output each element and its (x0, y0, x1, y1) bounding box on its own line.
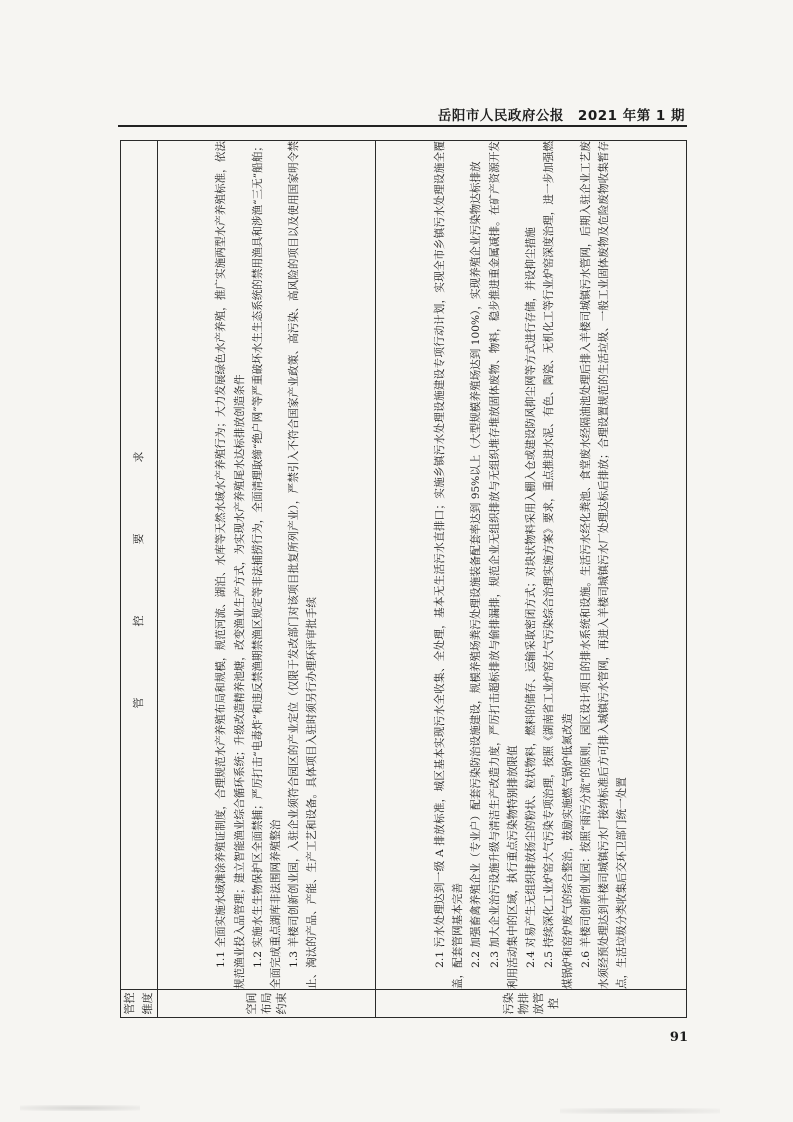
requirement-item: 2.6 羊楼司创新创业园：按照“雨污分流”的原则，园区设计项目的排水系统和设施。生活污水经化粪池、食堂废水经隔油池处理后排入羊楼司城镇污水管网，后期入驻企业工艺废水须经预处理达到羊楼司城镇污水厂接纳标准后方可排入城镇污水管网，再进入羊楼司城镇污水厂处理达标后排放；合理设置规范的生活垃圾、一般工业固体废物及危险废物收集暂存点，生活垃圾分类收集后交环卫部门统一处置 (579, 141, 629, 989)
table-row (158, 141, 376, 1018)
page-number: 91 (669, 1030, 688, 1045)
rotated-table-container (120, 140, 687, 1018)
dimension-cell: 空间布局约束 (158, 990, 376, 1018)
scan-smudge (20, 1105, 140, 1111)
requirement-item: 1.2 实施水生生物保护区全面禁捕；严厉打击“电毒炸”和违反禁渔期禁渔区规定等非法捕捞行为，全面清理取缔“绝户网”等严重破坏水生生态系统的禁用渔具和涉渔“三无”船舶；全面完成重点湖库非法围网养殖整治 (251, 141, 282, 989)
requirement-item: 2.5 持续深化工业炉窑大气污染专项治理，按照《湖南省工业炉窑大气污染综合治理实施方案》要求，重点推进水泥、有色、陶瓷、无机化工等行业炉窑深度治理，进一步加强燃煤锅炉和窑炉废气的综合整治，鼓励实施燃气锅炉低氮改造 (543, 141, 574, 989)
regulation-table-frame (120, 140, 687, 1018)
header-divider (118, 125, 687, 127)
bulletin-header-title: 岳阳市人民政府公报 2021 年第 1 期 (437, 108, 685, 124)
table-header-row (121, 141, 158, 1018)
requirement-item: 2.2 加强畜禽养殖企业（专业户）配套污染防治设施建设，规模养殖场粪污处理设施装备配套率达到 95%以上（大型规模养殖场达到 100%），实现养殖企业污染物达标排放 (470, 161, 483, 968)
scan-smudge (560, 1108, 720, 1114)
requirement-item: 1.3 羊楼司创新创业园，入驻企业须符合园区的产业定位（仅限于发改部门对该项目批复所列产业），严禁引入不符合国家产业政策、高污染、高风险的项目以及使用国家明令禁止、淘汰的产品、产能、生产工艺和设备。具体项目入驻时须另行办理环评审批手续 (288, 141, 319, 989)
table-row (376, 141, 687, 1018)
requirement-column-header: 管 控 要 求 (121, 141, 158, 990)
control-requirements-table (120, 140, 687, 1018)
requirement-item: 1.1 全面实施水域滩涂养殖证制度，合理规范水产养殖布局和规模，规范河流、湖泊、水库等天然水域水产养殖行为；大力发展绿色水产养殖，推广实施两型水产养殖标准，依法规范渔业投入品管理；建立智能渔业综合循环系统；升级改造精养池塘，改变渔业生产方式，为实现水产养殖尾水达标排放创造条件 (215, 141, 246, 989)
requirement-cell (376, 141, 687, 990)
dimension-cell: 污染物排放管控 (376, 990, 687, 1018)
requirement-item: 2.3 加大企业治污设施升级与清洁生产改造力度，严厉打击超标排放与偷排漏排，规范企业无组织排放与无组织堆存堆放固体废物、物料，稳步推进重金属减排。在矿产资源开发利用活动集中的区域，执行重点污染物特别排放限值 (488, 141, 519, 989)
dimension-column-header: 管控维度 (121, 990, 158, 1018)
requirement-cell (158, 141, 376, 990)
requirement-item: 2.4 对易产生无组织排放扬尘的粉状、粒状物料，燃料的储存、运输采取密闭方式；对块状物料采用入棚入仓或建设防风抑尘网等方式进行存储，并设抑尘措施 (525, 227, 538, 968)
requirement-item: 2.1 污水处理达到一级 A 排放标准，城区基本实现污水全收集、全处理，基本无生活污水直排口；实施乡镇污水处理设施建设专项行动计划，实现全市乡镇污水处理设施全覆盖，配套管网基本完善 (434, 141, 465, 989)
